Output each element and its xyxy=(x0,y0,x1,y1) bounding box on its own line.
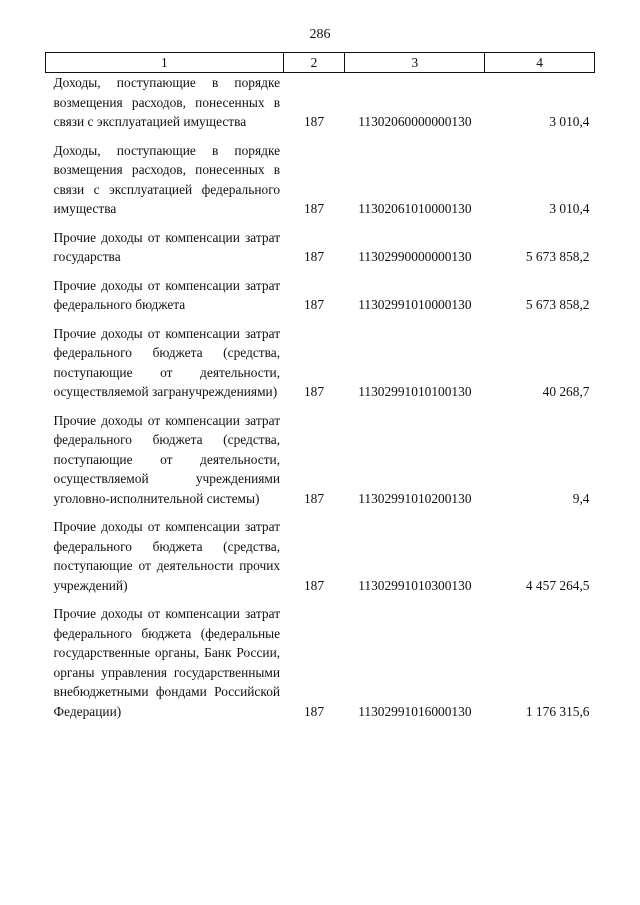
table-row xyxy=(46,402,595,509)
page-number: 286 xyxy=(309,27,331,42)
row-amount: 3 010,4 xyxy=(549,114,590,129)
row-amount: 5 673 858,2 xyxy=(525,297,590,312)
row-name: Доходы, поступающие в порядке возмещения расходов, понесенных в связи с эксплуатацией имущества xyxy=(53,75,281,129)
revenue-table xyxy=(45,52,595,721)
row-chapter: 187 xyxy=(303,201,325,216)
row-name: Прочие доходы от компенсации затрат федерального бюджета (средства, поступающие от деятельности, осуществляемой загранучреждениями) xyxy=(53,325,281,399)
row-amount: 40 268,7 xyxy=(542,384,590,399)
table-row xyxy=(46,219,595,267)
row-chapter: 187 xyxy=(303,114,325,129)
row-chapter: 187 xyxy=(303,703,325,719)
table-row xyxy=(46,315,595,402)
row-name: Прочие доходы от компенсации затрат федерального бюджета xyxy=(53,277,281,312)
row-code: 11302990000000130 xyxy=(358,249,472,264)
row-name: Прочие доходы от компенсации затрат федерального бюджета (средства, поступающие от деятельности, осуществляемой учреждениями уголовно-исполнительной системы) xyxy=(53,412,281,506)
row-chapter: 187 xyxy=(303,297,325,312)
row-code: 11302991010100130 xyxy=(358,384,472,399)
row-name: Прочие доходы от компенсации затрат федерального бюджета (федеральные государственные органы, Банк России, органы управления государственными внебюджетными фондами Российской Федерации) xyxy=(53,606,281,719)
column-header-chapter: 2 xyxy=(283,53,345,73)
row-code: 11302991010000130 xyxy=(358,297,472,312)
row-chapter: 187 xyxy=(303,384,325,399)
column-header-amount: 4 xyxy=(485,53,595,73)
table-row xyxy=(46,595,595,721)
row-amount: 3 010,4 xyxy=(549,201,590,216)
row-code: 11302991016000130 xyxy=(358,703,472,719)
row-amount: 4 457 264,5 xyxy=(525,577,590,593)
row-code: 11302991010300130 xyxy=(358,577,472,593)
table-row xyxy=(46,267,595,315)
row-chapter: 187 xyxy=(303,577,325,593)
row-amount: 5 673 858,2 xyxy=(525,249,590,264)
row-name: Доходы, поступающие в порядке возмещения расходов, понесенных в связи с эксплуатацией федерального имущества xyxy=(53,142,281,216)
row-name: Прочие доходы от компенсации затрат государства xyxy=(53,229,281,264)
row-code: 11302061010000130 xyxy=(358,201,472,216)
row-code: 11302991010200130 xyxy=(358,490,472,506)
row-name: Прочие доходы от компенсации затрат федерального бюджета (средства, поступающие от деятельности прочих учреждений) xyxy=(53,519,281,593)
column-header-name: 1 xyxy=(46,53,284,73)
table-header-row xyxy=(46,53,595,73)
row-code: 11302060000000130 xyxy=(358,114,472,129)
table-row xyxy=(46,73,595,132)
row-amount: 9,4 xyxy=(572,490,590,506)
table-row xyxy=(46,132,595,219)
row-amount: 1 176 315,6 xyxy=(525,703,590,719)
table-row xyxy=(46,508,595,595)
row-chapter: 187 xyxy=(303,490,325,506)
row-chapter: 187 xyxy=(303,249,325,264)
column-header-code: 3 xyxy=(345,53,485,73)
